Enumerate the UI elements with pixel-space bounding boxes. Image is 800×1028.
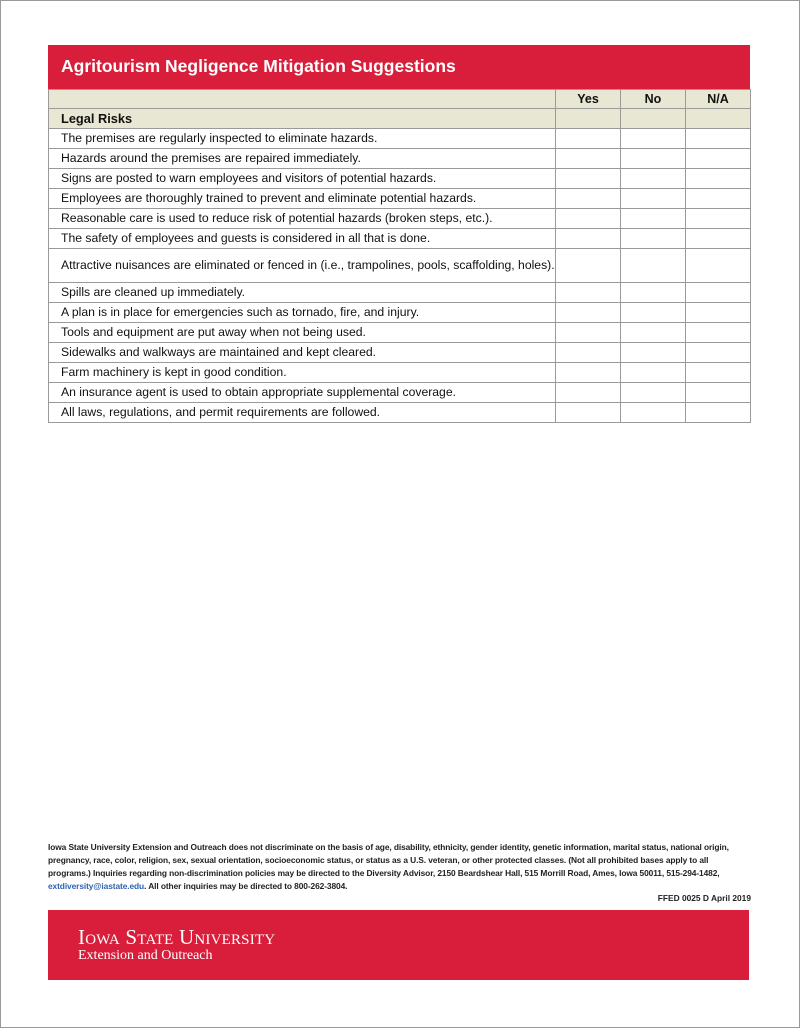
checkbox-cell-yes[interactable]	[556, 283, 621, 303]
checkbox-cell-yes[interactable]	[556, 189, 621, 209]
checkbox-cell-na[interactable]	[686, 209, 751, 229]
mitigation-checklist	[48, 45, 750, 423]
checkbox-cell-na[interactable]	[686, 303, 751, 323]
unit-wordmark: Extension and Outreach	[78, 948, 213, 963]
checkbox-cell-na[interactable]	[686, 363, 751, 383]
publication-code: FFED 0025 D April 2019	[657, 893, 751, 903]
checkbox-cell-no[interactable]	[621, 403, 686, 423]
checkbox-cell-yes[interactable]	[556, 249, 621, 283]
checklist-row	[49, 303, 751, 323]
checklist-row	[49, 129, 751, 149]
column-header-yes: Yes	[556, 90, 621, 109]
checklist-item-text: All laws, regulations, and permit requirements are followed.	[49, 403, 556, 423]
table-header-row	[49, 90, 751, 109]
checkbox-cell-na[interactable]	[686, 169, 751, 189]
checklist-title: Agritourism Negligence Mitigation Suggestions	[48, 45, 750, 89]
checkbox-cell-no[interactable]	[621, 129, 686, 149]
university-banner	[48, 910, 749, 980]
section-cell-yes	[556, 109, 621, 129]
checkbox-cell-yes[interactable]	[556, 169, 621, 189]
checkbox-cell-yes[interactable]	[556, 303, 621, 323]
checklist-row	[49, 383, 751, 403]
checkbox-cell-na[interactable]	[686, 283, 751, 303]
checkbox-cell-yes[interactable]	[556, 383, 621, 403]
checkbox-cell-na[interactable]	[686, 383, 751, 403]
checkbox-cell-no[interactable]	[621, 169, 686, 189]
checkbox-cell-na[interactable]	[686, 189, 751, 209]
checkbox-cell-na[interactable]	[686, 343, 751, 363]
checklist-item-text: Spills are cleaned up immediately.	[49, 283, 556, 303]
checkbox-cell-yes[interactable]	[556, 129, 621, 149]
checkbox-cell-no[interactable]	[621, 283, 686, 303]
section-cell-na	[686, 109, 751, 129]
checklist-row	[49, 229, 751, 249]
checklist-item-text: Farm machinery is kept in good condition.	[49, 363, 556, 383]
checkbox-cell-no[interactable]	[621, 229, 686, 249]
checklist-item-text: Signs are posted to warn employees and visitors of potential hazards.	[49, 169, 556, 189]
checkbox-cell-na[interactable]	[686, 323, 751, 343]
checkbox-cell-na[interactable]	[686, 129, 751, 149]
checklist-row	[49, 149, 751, 169]
checklist-row	[49, 363, 751, 383]
checklist-item-text: A plan is in place for emergencies such as tornado, fire, and injury.	[49, 303, 556, 323]
checklist-item-text: Tools and equipment are put away when not being used.	[49, 323, 556, 343]
checkbox-cell-no[interactable]	[621, 323, 686, 343]
checkbox-cell-no[interactable]	[621, 383, 686, 403]
checklist-item-text: Sidewalks and walkways are maintained and kept cleared.	[49, 343, 556, 363]
checkbox-cell-no[interactable]	[621, 189, 686, 209]
section-row	[49, 109, 751, 129]
checkbox-cell-no[interactable]	[621, 363, 686, 383]
checkbox-cell-yes[interactable]	[556, 403, 621, 423]
checkbox-cell-na[interactable]	[686, 229, 751, 249]
section-cell-no	[621, 109, 686, 129]
checklist-item-text: Hazards around the premises are repaired immediately.	[49, 149, 556, 169]
checkbox-cell-na[interactable]	[686, 249, 751, 283]
section-label: Legal Risks	[49, 109, 556, 129]
disclaimer-text-end: . All other inquiries may be directed to 800-262-3804.	[144, 881, 348, 891]
checklist-item-text: Attractive nuisances are eliminated or fenced in (i.e., trampolines, pools, scaffolding, holes).	[49, 249, 556, 283]
checklist-row	[49, 249, 751, 283]
column-header-item	[49, 90, 556, 109]
checklist-row	[49, 169, 751, 189]
checklist-row	[49, 323, 751, 343]
checkbox-cell-no[interactable]	[621, 343, 686, 363]
checklist-row	[49, 209, 751, 229]
disclaimer-text: Iowa State University Extension and Outreach does not discriminate on the basis of age, disability, ethnicity, gender identity, genetic information, marital status, national origin, pregnancy, race, color, religion, sex, sexual orientation, socioeconomic status, or status as a U.S. veteran, or other protected classes. (Not all prohibited bases apply to all programs.) Inquiries regarding non-discrimination policies may be directed to the Diversity Advisor, 2150 Beardshear Hall, 515 Morrill Road, Ames, Iowa 50011, 515-294-1482,	[48, 842, 729, 878]
checkbox-cell-yes[interactable]	[556, 323, 621, 343]
checkbox-cell-na[interactable]	[686, 149, 751, 169]
checklist-item-text: Employees are thoroughly trained to prevent and eliminate potential hazards.	[49, 189, 556, 209]
diversity-email-link[interactable]: extdiversity@iastate.edu	[48, 881, 145, 891]
checkbox-cell-no[interactable]	[621, 149, 686, 169]
checkbox-cell-na[interactable]	[686, 403, 751, 423]
checkbox-cell-yes[interactable]	[556, 209, 621, 229]
checklist-row	[49, 343, 751, 363]
checklist-item-text: The safety of employees and guests is considered in all that is done.	[49, 229, 556, 249]
checkbox-cell-yes[interactable]	[556, 363, 621, 383]
column-header-no: No	[621, 90, 686, 109]
checklist-item-text: Reasonable care is used to reduce risk of potential hazards (broken steps, etc.).	[49, 209, 556, 229]
checklist-row	[49, 403, 751, 423]
checklist-item-text: The premises are regularly inspected to eliminate hazards.	[49, 129, 556, 149]
non-discrimination-statement	[48, 841, 753, 893]
checklist-item-text: An insurance agent is used to obtain appropriate supplemental coverage.	[49, 383, 556, 403]
checklist-row	[49, 283, 751, 303]
checklist-table	[48, 89, 751, 423]
checkbox-cell-yes[interactable]	[556, 149, 621, 169]
checkbox-cell-yes[interactable]	[556, 229, 621, 249]
checklist-row	[49, 189, 751, 209]
university-wordmark: Iowa State University	[78, 925, 276, 949]
checkbox-cell-yes[interactable]	[556, 343, 621, 363]
checkbox-cell-no[interactable]	[621, 209, 686, 229]
column-header-na: N/A	[686, 90, 751, 109]
checkbox-cell-no[interactable]	[621, 249, 686, 283]
checkbox-cell-no[interactable]	[621, 303, 686, 323]
